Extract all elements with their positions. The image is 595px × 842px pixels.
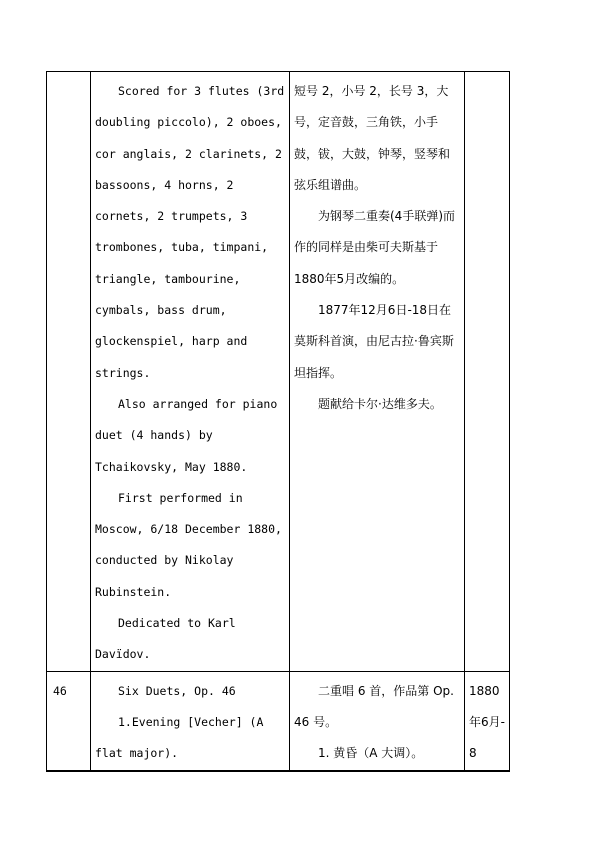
chinese-paragraph: 1877年12月6日-18日在莫斯科首演，由尼古拉·鲁宾斯坦指挥。 xyxy=(294,303,454,380)
chinese-paragraph: 题献给卡尔·达维多夫。 xyxy=(318,396,442,411)
number-cell: 46 xyxy=(47,671,91,770)
table-row xyxy=(47,72,510,672)
date-cell: 1880年6月-8 xyxy=(465,671,510,770)
english-description-cell xyxy=(91,671,290,770)
english-paragraph: 1.Evening [Vecher] (A flat major). xyxy=(95,714,264,761)
english-description-cell xyxy=(91,72,290,672)
date-cell xyxy=(465,72,510,672)
chinese-description-cell xyxy=(290,671,465,770)
chinese-paragraph: 为钢琴二重奏(4手联弹)而作的同样是由柴可夫斯基于 1880年5月改编的。 xyxy=(294,209,455,286)
catalog-table xyxy=(46,71,510,772)
chinese-description-cell xyxy=(290,72,465,672)
english-paragraph: Also arranged for piano duet (4 hands) by Tchaikovsky, May 1880. xyxy=(95,396,278,474)
number-cell xyxy=(47,72,91,672)
english-paragraph: First performed in Moscow, 6/18 December 1880, conducted by Nikolay Rubinstein. xyxy=(95,490,282,599)
chinese-paragraph: 1. 黄昏（A 大调）。 xyxy=(318,746,424,761)
english-paragraph: Dedicated to Karl Davïdov. xyxy=(95,616,236,662)
chinese-paragraph: 二重唱 6 首，作品第 Op. 46 号。 xyxy=(294,683,454,729)
chinese-paragraph: 短号 2，小号 2，长号 3，大号，定音鼓，三角铁，小手鼓，钹，大鼓，钟琴，竖琴和弦乐组谱曲。 xyxy=(294,84,451,192)
table-row xyxy=(47,671,510,770)
english-paragraph: Scored for 3 flutes (3rd doubling piccolo), 2 oboes, cor anglais, 2 clarinets, 2 bassoons, 4 horns, 2 cornets, 2 trumpets, 3 trombones, tuba, timpani, triangle, tambourine, cymbals, bass drum, glockenspiel, harp and strings. xyxy=(95,84,285,380)
english-paragraph: Six Duets, Op. 46 xyxy=(118,683,236,698)
